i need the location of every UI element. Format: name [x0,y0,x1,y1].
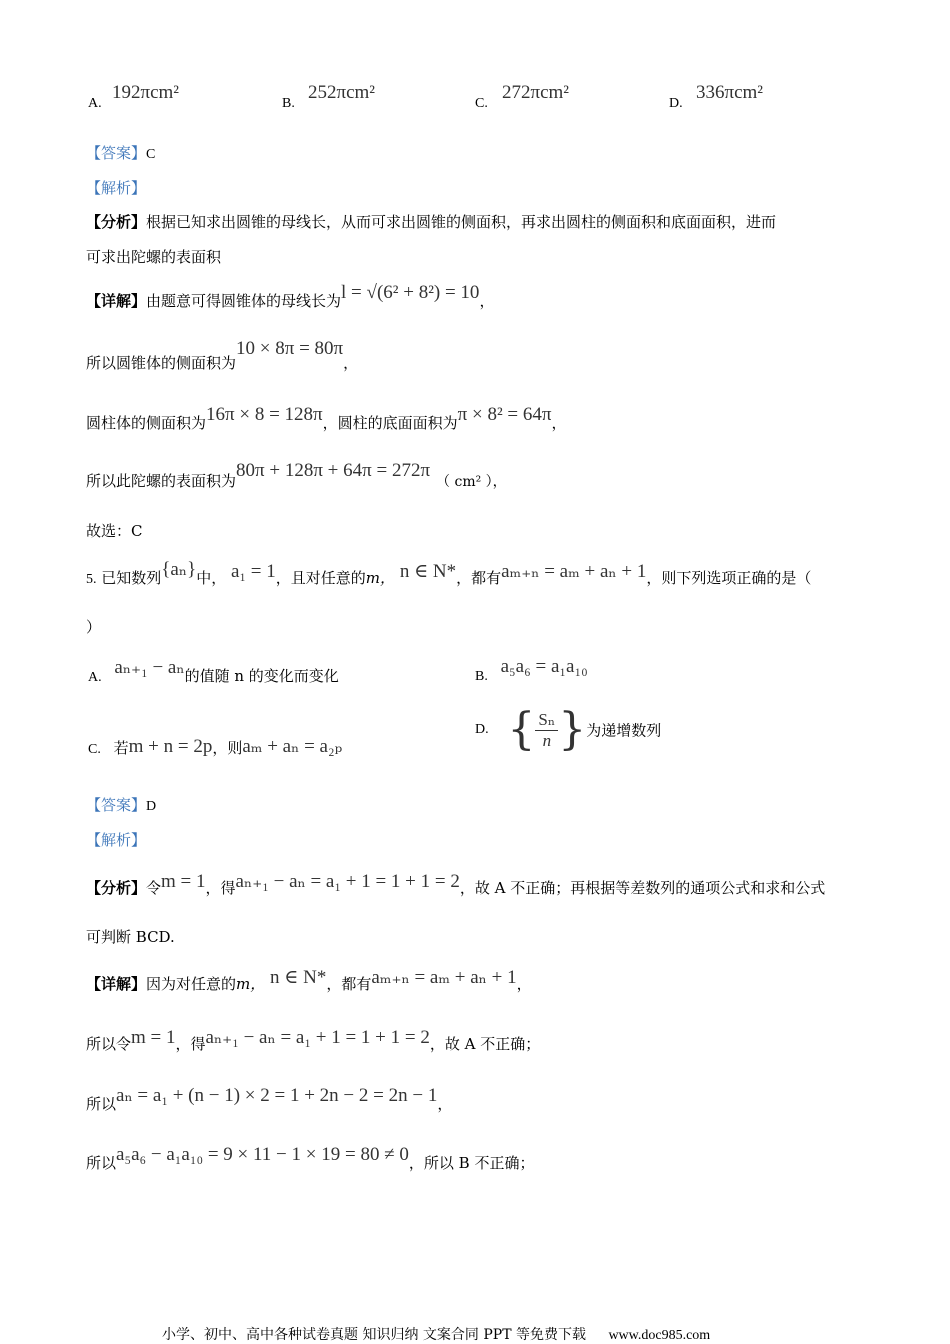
q5-fenxi-line2: 可判断 BCD. [86,928,175,946]
q5-option-a [88,657,339,687]
stem-math: n ∈ N* [399,561,457,582]
detail-text: 所以令 [86,1035,132,1053]
detail-end: ， [479,292,495,310]
fenxi-text: ，故 A 不正确；再根据等差数列的通项公式和求和公式 [459,879,826,897]
detail-text: ，圆柱的底面面积为 [322,414,458,432]
answer-value: D [146,799,157,814]
option-text: 为递增数列 [586,721,662,740]
stem-text: 中， [196,569,227,587]
detail-text: 圆柱体的侧面积为 [86,414,207,432]
q4-analysis-tag: 【解析】 [86,179,147,197]
left-brace: { [507,704,536,755]
fraction-numerator: Sₙ [535,710,558,731]
xiangjie-tag: 【详解】 [86,292,147,310]
detail-text: ，故 A 不正确； [429,1035,541,1053]
detail-math: aₙ₊₁ − aₙ = a₁ + 1 = 1 + 1 = 2 [205,1027,430,1048]
q4-detail-line2 [86,338,359,374]
detail-end: ， [437,1095,453,1113]
footer [162,1324,710,1344]
detail-text: 所以 [86,1154,117,1172]
q5-detail-line3 [86,1085,453,1115]
stem-text: 已知数列 [101,569,162,587]
detail-text: ，所以 B 不正确； [408,1154,535,1172]
stem-text: ，则下列选项正确的是（ [646,569,812,587]
q5-fenxi-line1 [86,871,826,899]
detail-math: 10 × 8π = 80π [236,338,344,359]
q5-stem-close: ） [86,618,102,636]
option-math: aₘ + aₙ = a₂ₚ [242,736,343,757]
detail-text: 所以 [86,1095,117,1113]
detail-end: ， [343,354,359,372]
detail-math: aₘ₊ₙ = aₘ + aₙ + 1 [371,967,517,988]
stem-math: {aₙ} [161,559,197,580]
option-b-label: B. [282,96,295,111]
stem-math: a₁ = 1 [231,561,276,582]
detail-math: m = 1 [131,1027,176,1048]
stem-text: ，都有 [456,569,502,587]
q5-option-d [475,704,662,755]
fenxi-text: 根据已知求出圆锥的母线长，从而可求出圆锥的侧面积，再求出圆柱的侧面积和底面面积，进而 [146,213,777,231]
detail-math: π × 8² = 64π [457,404,552,425]
option-c-value: 272πcm² [502,82,570,103]
option-d-value: 336πcm² [696,82,764,103]
q4-detail-line3 [86,404,567,434]
footer-link[interactable]: www.doc985.com [608,1328,711,1343]
answer-value: C [146,147,156,162]
q4-answer-line [86,142,155,163]
stem-var: m， [365,569,396,587]
question-number: 5. [86,572,97,587]
option-text: 若 [113,739,129,757]
fenxi-tag: 【分析】 [86,213,147,231]
option-a-value: 192πcm² [112,82,180,103]
detail-end: ， [516,975,532,993]
option-text: ，则 [212,739,243,757]
detail-math: n ∈ N* [270,967,327,988]
q4-choice: 故选：C [86,522,143,540]
option-label: B. [475,669,488,684]
q4-detail-line1 [86,282,495,312]
q4-detail-line4 [86,460,507,492]
detail-math: 80π + 128π + 64π = 272π [236,460,431,481]
q5-analysis-tag: 【解析】 [86,831,147,849]
option-label: A. [88,670,102,685]
detail-text: ，得 [175,1035,206,1053]
q4-fenxi-line1 [86,211,776,232]
detail-unit: （ cm² ）， [436,474,507,490]
option-label: C. [88,742,101,757]
option-math: aₙ₊₁ − aₙ [114,657,185,678]
fenxi-math: m = 1 [161,871,206,892]
answer-tag: 【答案】 [86,796,147,814]
q5-option-c [88,736,342,759]
footer-text: 小学、初中、高中各种试卷真题 知识归纳 文案合同 PPT 等免费下载 [162,1327,586,1343]
fenxi-text: ，得 [205,879,236,897]
detail-text: ，都有 [326,975,372,993]
detail-var: m， [236,975,266,993]
detail-text: 所以圆锥体的侧面积为 [86,354,237,372]
detail-text: 由题意可得圆锥体的母线长为 [146,292,342,310]
q5-answer-line [86,794,156,815]
fraction [535,710,558,751]
detail-text: 所以此陀螺的表面积为 [86,472,237,490]
fenxi-math: aₙ₊₁ − aₙ = a₁ + 1 = 1 + 1 = 2 [235,871,460,892]
detail-math: 16π × 8 = 128π [206,404,323,425]
right-brace: } [558,704,587,755]
option-label: D. [475,722,489,737]
option-b-value: 252πcm² [308,82,376,103]
detail-math: aₙ = a₁ + (n − 1) × 2 = 1 + 2n − 2 = 2n − 1 [116,1085,438,1106]
detail-text: 因为对任意的 [146,975,237,993]
answer-tag: 【答案】 [86,144,147,162]
detail-math: a₅a₆ − a₁a₁₀ = 9 × 11 − 1 × 19 = 80 ≠ 0 [116,1144,409,1165]
stem-text: ，且对任意的 [275,569,366,587]
option-text: 的值随 n 的变化而变化 [184,667,339,685]
q5-detail-line2 [86,1027,541,1055]
fenxi-text: 令 [146,879,162,897]
q4-fenxi-line2: 可求出陀螺的表面积 [86,248,222,266]
q5-option-b [475,656,588,686]
fraction-denominator: n [542,730,552,750]
option-c-label: C. [475,96,488,111]
stem-math: aₘ₊ₙ = aₘ + aₙ + 1 [501,561,647,582]
detail-math: l = √(6² + 8²) = 10 [341,282,480,303]
detail-end: ， [551,414,567,432]
xiangjie-tag: 【详解】 [86,975,147,993]
option-math: a₅a₆ = a₁a₁₀ [500,656,588,677]
q5-detail-line1 [86,967,532,995]
option-d-label: D. [669,96,683,111]
option-math: m + n = 2p [128,736,213,757]
fenxi-tag: 【分析】 [86,879,147,897]
q5-detail-line4 [86,1144,535,1174]
q5-stem-line1 [86,559,812,589]
option-a-label: A. [88,96,102,111]
